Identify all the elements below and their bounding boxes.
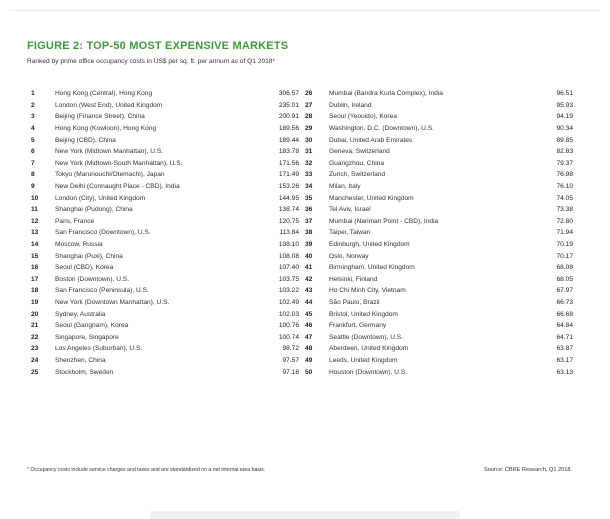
market-name: Seoul (Yeouido), Korea xyxy=(329,113,397,121)
occupancy-cost: 120.75 xyxy=(278,217,299,225)
market-name: Beijing (Finance Street), China xyxy=(55,113,145,121)
occupancy-cost: 113.84 xyxy=(279,229,299,237)
market-rank: 45 xyxy=(305,310,313,318)
rank-column-1-25 xyxy=(31,88,299,378)
market-row xyxy=(31,169,299,181)
occupancy-cost: 102.03 xyxy=(278,310,299,318)
market-row xyxy=(305,227,573,239)
market-name: Dubai, United Arab Emirates xyxy=(329,136,413,144)
page-bottom-edge xyxy=(150,511,460,519)
occupancy-cost: 66.68 xyxy=(556,310,573,318)
market-rank: 49 xyxy=(305,356,313,364)
market-rank: 16 xyxy=(31,264,39,272)
market-row xyxy=(305,250,573,262)
market-name: Singapore, Singapore xyxy=(55,333,119,341)
market-rank: 6 xyxy=(31,148,35,156)
rank-column-26-50 xyxy=(305,88,573,378)
market-name: New York (Downtown Manhattan), U.S. xyxy=(55,298,170,306)
occupancy-cost: 82.83 xyxy=(556,148,573,156)
market-name: Bristol, United Kingdom xyxy=(329,310,398,318)
market-rank: 48 xyxy=(305,345,313,353)
market-rank: 44 xyxy=(305,298,313,306)
market-row xyxy=(305,204,573,216)
market-rank: 23 xyxy=(31,345,39,353)
market-row xyxy=(305,146,573,158)
market-row xyxy=(31,111,299,123)
occupancy-cost: 235.01 xyxy=(278,101,299,109)
occupancy-cost: 100.76 xyxy=(278,322,299,330)
market-rank: 18 xyxy=(31,287,39,295)
market-row xyxy=(31,88,299,100)
market-name: Mumbai (Bandra Kurla Complex), India xyxy=(329,90,443,98)
market-row xyxy=(31,158,299,170)
market-name: Shanghai (Puxi), China xyxy=(55,252,123,260)
market-row xyxy=(31,262,299,274)
market-rank: 30 xyxy=(305,136,313,144)
market-rank: 25 xyxy=(31,368,39,376)
occupancy-cost: 64.84 xyxy=(556,322,573,330)
market-rank: 31 xyxy=(305,148,313,156)
market-name: Taipei, Taiwan xyxy=(329,229,371,237)
market-name: Aberdeen, United Kingdom xyxy=(329,345,409,353)
market-name: Geneva, Switzerland xyxy=(329,148,390,156)
market-row xyxy=(31,216,299,228)
market-row xyxy=(305,285,573,297)
occupancy-cost: 108.08 xyxy=(278,252,299,260)
occupancy-cost: 97.57 xyxy=(282,356,299,364)
market-name: Boston (Downtown), U.S. xyxy=(55,275,130,283)
occupancy-cost: 63.13 xyxy=(556,368,573,376)
market-name: Mumbai (Nariman Point - CBD), India xyxy=(329,217,439,225)
market-name: Shanghai (Pudong), China xyxy=(55,206,133,214)
occupancy-cost: 200.91 xyxy=(278,113,299,121)
market-rank: 3 xyxy=(31,113,35,121)
occupancy-cost: 63.17 xyxy=(556,356,573,364)
market-rank: 41 xyxy=(305,264,313,272)
market-rank: 43 xyxy=(305,287,313,295)
occupancy-cost: 103.75 xyxy=(278,275,299,283)
market-name: London (West End), United Kingdom xyxy=(55,101,163,109)
occupancy-cost: 63.87 xyxy=(556,345,573,353)
occupancy-cost: 102.49 xyxy=(278,298,299,306)
market-row xyxy=(305,216,573,228)
occupancy-cost: 64.71 xyxy=(556,333,573,341)
footnote: * Occupancy costs include service charges and taxes and are standardized on a net internal area basis. xyxy=(27,467,266,473)
market-rank: 38 xyxy=(305,229,313,237)
occupancy-cost: 183.78 xyxy=(278,148,299,156)
market-name: New York (Midtown-South Manhattan), U.S. xyxy=(55,159,183,167)
market-row xyxy=(305,355,573,367)
market-rank: 35 xyxy=(305,194,313,202)
market-rank: 26 xyxy=(305,90,313,98)
market-row xyxy=(305,343,573,355)
market-row xyxy=(31,320,299,332)
market-rank: 5 xyxy=(31,136,35,144)
occupancy-cost: 67.97 xyxy=(556,287,573,295)
occupancy-cost: 107.40 xyxy=(278,264,299,272)
occupancy-cost: 153.26 xyxy=(278,183,299,191)
market-name: Edinburgh, United Kingdom xyxy=(329,241,410,249)
source-note: Source: CBRE Research, Q1 2018. xyxy=(484,467,572,473)
market-rank: 32 xyxy=(305,159,313,167)
market-name: Sydney, Australia xyxy=(55,310,106,318)
market-rank: 24 xyxy=(31,356,39,364)
occupancy-cost: 138.74 xyxy=(278,206,299,214)
market-row xyxy=(305,320,573,332)
occupancy-cost: 74.05 xyxy=(556,194,573,202)
market-row xyxy=(305,111,573,123)
occupancy-cost: 171.49 xyxy=(278,171,299,179)
market-row xyxy=(31,123,299,135)
market-row xyxy=(305,262,573,274)
market-name: Paris, France xyxy=(55,217,95,225)
market-row xyxy=(31,204,299,216)
market-name: Zurich, Switzerland xyxy=(329,171,386,179)
market-row xyxy=(31,227,299,239)
occupancy-cost: 71.94 xyxy=(556,229,573,237)
market-rank: 19 xyxy=(31,298,39,306)
market-name: Guangzhou, China xyxy=(329,159,384,167)
market-row xyxy=(31,100,299,112)
occupancy-cost: 97.18 xyxy=(282,368,299,376)
market-name: Shenzhen, China xyxy=(55,356,106,364)
figure-subtitle: Ranked by prime office occupancy costs in US$ per sq. ft. per annum as of Q1 2018* xyxy=(27,58,276,65)
market-row xyxy=(31,343,299,355)
market-row xyxy=(31,366,299,378)
market-rank: 17 xyxy=(31,275,39,283)
market-rank: 22 xyxy=(31,333,39,341)
occupancy-cost: 100.74 xyxy=(278,333,299,341)
occupancy-cost: 68.05 xyxy=(556,275,573,283)
market-row xyxy=(31,285,299,297)
occupancy-cost: 98.72 xyxy=(282,345,299,353)
market-row xyxy=(305,239,573,251)
occupancy-cost: 90.34 xyxy=(556,125,573,133)
market-row xyxy=(305,88,573,100)
market-rank: 15 xyxy=(31,252,39,260)
market-rank: 7 xyxy=(31,159,35,167)
market-name: Seoul (CBD), Korea xyxy=(55,264,114,272)
market-row xyxy=(305,331,573,343)
occupancy-cost: 76.10 xyxy=(556,183,573,191)
market-name: Beijing (CBD), China xyxy=(55,136,116,144)
market-row xyxy=(305,158,573,170)
occupancy-cost: 144.95 xyxy=(278,194,299,202)
market-rank: 36 xyxy=(305,206,313,214)
market-rank: 21 xyxy=(31,322,39,330)
market-rank: 8 xyxy=(31,171,35,179)
market-name: Washington, D.C. (Downtown), U.S. xyxy=(329,125,434,133)
market-rank: 29 xyxy=(305,125,313,133)
occupancy-cost: 70.19 xyxy=(556,241,573,249)
market-name: Los Angeles (Suburban), U.S. xyxy=(55,345,143,353)
market-name: Moscow, Russia xyxy=(55,241,103,249)
market-row xyxy=(31,274,299,286)
market-name: Hong Kong (Central), Hong Kong xyxy=(55,90,153,98)
market-rank: 10 xyxy=(31,194,39,202)
market-rank: 46 xyxy=(305,322,313,330)
market-row xyxy=(305,308,573,320)
market-rank: 4 xyxy=(31,125,35,133)
market-rank: 12 xyxy=(31,217,39,225)
market-rank: 11 xyxy=(31,206,38,214)
market-rank: 50 xyxy=(305,368,313,376)
market-name: San Francisco (Peninsula), U.S. xyxy=(55,287,149,295)
figure-title: FIGURE 2: TOP-50 MOST EXPENSIVE MARKETS xyxy=(27,40,289,52)
market-rank: 33 xyxy=(305,171,313,179)
market-rank: 20 xyxy=(31,310,39,318)
occupancy-cost: 72.80 xyxy=(556,217,573,225)
market-name: Helsinki, Finland xyxy=(329,275,378,283)
occupancy-cost: 95.93 xyxy=(556,101,573,109)
occupancy-cost: 171.56 xyxy=(278,159,299,167)
market-rank: 28 xyxy=(305,113,313,121)
occupancy-cost: 94.19 xyxy=(556,113,573,121)
market-name: Manchester, United Kingdom xyxy=(329,194,414,202)
occupancy-cost: 68.08 xyxy=(556,264,573,272)
market-name: Seattle (Downtown), U.S. xyxy=(329,333,404,341)
occupancy-cost: 73.38 xyxy=(556,206,573,214)
market-row xyxy=(31,239,299,251)
market-name: London (City), United Kingdom xyxy=(55,194,146,202)
market-row xyxy=(31,192,299,204)
market-rank: 13 xyxy=(31,229,39,237)
occupancy-cost: 108.10 xyxy=(278,241,299,249)
market-row xyxy=(305,181,573,193)
market-name: Milan, Italy xyxy=(329,183,361,191)
market-name: Birmingham, United Kingdom xyxy=(329,264,415,272)
occupancy-cost: 189.44 xyxy=(278,136,299,144)
market-row xyxy=(31,134,299,146)
market-rank: 2 xyxy=(31,101,35,109)
market-name: Stockholm, Sweden xyxy=(55,368,114,376)
market-row xyxy=(31,297,299,309)
occupancy-cost: 66.73 xyxy=(556,298,573,306)
market-name: Seoul (Gangnam), Korea xyxy=(55,322,129,330)
occupancy-cost: 76.98 xyxy=(556,171,573,179)
market-rank: 1 xyxy=(31,90,35,98)
market-row xyxy=(31,355,299,367)
market-row xyxy=(31,181,299,193)
market-row xyxy=(305,100,573,112)
market-name: Oslo, Norway xyxy=(329,252,369,260)
market-row xyxy=(305,169,573,181)
market-name: Leeds, United Kingdom xyxy=(329,356,398,364)
market-rank: 27 xyxy=(305,101,313,109)
market-name: Tel Aviv, Israel xyxy=(329,206,371,214)
market-name: Hong Kong (Kowloon), Hong Kong xyxy=(55,125,157,133)
market-rank: 34 xyxy=(305,183,313,191)
market-name: New Delhi (Connaught Place - CBD), India xyxy=(55,183,180,191)
market-row xyxy=(305,297,573,309)
market-row xyxy=(305,134,573,146)
occupancy-cost: 103.22 xyxy=(278,287,299,295)
occupancy-cost: 96.51 xyxy=(556,90,573,98)
market-name: Houston (Downtown), U.S. xyxy=(329,368,408,376)
market-row xyxy=(31,308,299,320)
market-rank: 39 xyxy=(305,241,313,249)
market-name: Ho Chi Minh City, Vietnam xyxy=(329,287,406,295)
market-row xyxy=(31,331,299,343)
occupancy-cost: 306.57 xyxy=(278,90,299,98)
market-row xyxy=(305,366,573,378)
market-name: Frankfurt, Germany xyxy=(329,322,387,330)
market-rank: 40 xyxy=(305,252,313,260)
market-name: Tokyo (Marunouchi/Otemachi), Japan xyxy=(55,171,165,179)
market-name: São Paulo, Brazil xyxy=(329,298,380,306)
market-rank: 9 xyxy=(31,183,35,191)
market-name: Dublin, Ireland xyxy=(329,101,372,109)
occupancy-cost: 89.85 xyxy=(556,136,573,144)
market-row xyxy=(305,123,573,135)
market-row xyxy=(305,274,573,286)
market-rank: 47 xyxy=(305,333,313,341)
occupancy-cost: 79.37 xyxy=(556,159,573,167)
market-rank: 37 xyxy=(305,217,313,225)
market-row xyxy=(31,250,299,262)
market-rank: 42 xyxy=(305,275,313,283)
market-name: San Francisco (Downtown), U.S. xyxy=(55,229,151,237)
market-row xyxy=(305,192,573,204)
market-row xyxy=(31,146,299,158)
market-name: New York (Midtown Manhattan), U.S. xyxy=(55,148,164,156)
occupancy-cost: 70.17 xyxy=(556,252,573,260)
occupancy-cost: 189.56 xyxy=(278,125,299,133)
market-rank: 14 xyxy=(31,241,39,249)
